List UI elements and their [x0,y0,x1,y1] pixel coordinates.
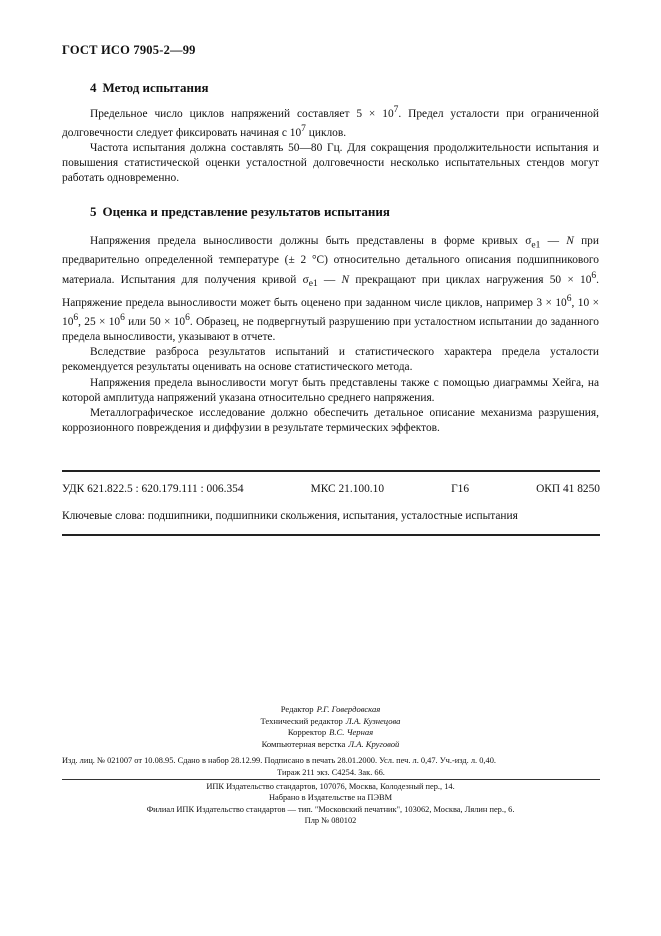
section-4-title: Метод испытания [102,80,209,95]
corrector-line: Корректор В.С. Черная [287,727,374,737]
section-5-paragraph-1: Напряжения предела выносливости должны быть представлены в форме кривых $\sigma_{e1}$ — N при предварительно определенной температуре (± 2 °C) относительно детального описания подшипникового материала. Испытания для получения кривой $\sigma_{e1}$ — N прекращают при циклах нагружения $50 \times 10^6$. Напряжение предела выносливости может быть оценено при заданном числе циклов, например $3 \times 10^6$, $10 \times 10^6$, $25 \times 10^6$ или $50 \times 10^6$. Образец, не подвергнутый разрушению при усталостном испытании до заданного предела выносливости, указывают в отчете. [62,235,600,343]
classification-row [62,483,600,495]
section-4-heading [90,80,209,96]
editor-line: Редактор Р.Г. Говердовская [280,704,381,714]
keywords: Ключевые слова: подшипники, подшипники скольжения, испытания, усталостные испытания [62,510,518,522]
top-rule [62,470,600,472]
section-5-paragraph-3: Напряжения предела выносливости могут быть представлены также с помощью диаграммы Хейга, на которой амплитуда напряжений указана относительно среднего напряжения. [62,376,599,404]
publisher-line-4: Плр № 080102 [304,815,357,825]
bottom-rule [62,534,600,536]
section-5-paragraph-4: Металлографическое исследование должно обеспечить детальное описание механизма разрушения, коррозионного повреждения и диффузии в результате термических эффектов. [62,406,599,435]
section-4-paragraph-2: Частота испытания должна составлять 50—80 Гц. Для сокращения продолжительности испытания и повышения статистической оценки усталостной долговечности несколько испытательных стендов могут работать одновременно. [62,142,599,185]
section-5-body [62,234,599,436]
section-5-number: 5 [90,204,97,219]
udk-code: УДК 621.822.5 : 620.179.111 : 006.354 [62,483,244,495]
publisher-line-1: ИПК Издательство стандартов, 107076, Москва, Колодезный пер., 14. [206,782,455,791]
section-4-body [62,103,599,187]
section-5-paragraph-2: Вследствие разброса результатов испытаний и статистического характера предела усталости рекомендуется результаты оценивать на основе статистического метода. [62,346,599,374]
imprint [62,755,600,778]
section-5-heading [90,204,390,220]
okp-code: ОКП 41 8250 [536,483,600,495]
section-5-title: Оценка и представление результатов испытания [102,204,390,219]
g-code: Г16 [451,483,470,495]
staff-credits [0,704,661,750]
publisher-line-2: Набрано в Издательстве на ПЭВМ [268,793,393,803]
publisher-line-3: Филиал ИПК Издательство стандартов — тип. "Московский печатник", 103062, Москва, Лялин пер., 6. [146,804,515,814]
mks-code: МКС 21.100.10 [310,483,385,495]
section-4-paragraph-1: Предельное число циклов напряжений составляет $5 \times 10^7$. Предел усталости при ограниченной долговечности следует фиксировать начиная с $10^7$ циклов. [62,105,599,139]
imprint-line-1: Изд. лиц. № 021007 от 10.08.95. Сдано в набор 28.12.99. Подписано в печать 28.01.2000. Усл. печ. л. 0,47. Уч.-изд. л. 0,40. [62,756,496,765]
layout-line: Компьютерная верстка Л.А. Круговой [261,738,400,749]
imprint-rule [62,779,600,780]
tech-editor-line: Технический редактор Л.А. Кузнецова [260,715,401,726]
imprint-line-2: Тираж 211 экз. С4254. Зак. 66. [277,767,385,777]
publisher-info [0,781,661,826]
section-4-number: 4 [90,80,97,95]
document-id: ГОСТ ИСО 7905-2—99 [62,43,196,57]
